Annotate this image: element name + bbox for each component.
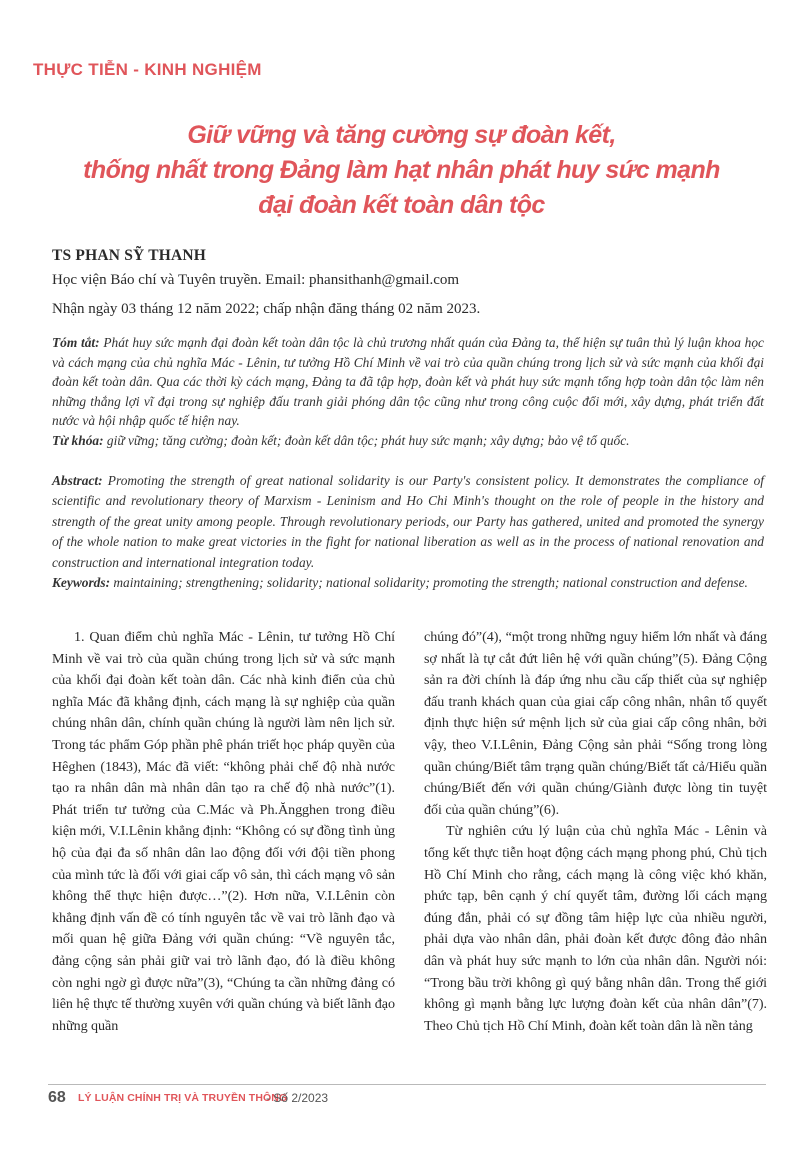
keywords-en-paragraph [52,573,764,593]
body-column-right [424,627,767,1037]
journal-name: LÝ LUẬN CHÍNH TRỊ VÀ TRUYỀN THÔNG [78,1092,288,1104]
abstract-english [52,471,764,593]
abstract-vietnamese [52,333,764,451]
issue-number: - Số 2/2023 [266,1091,329,1105]
title-line-2: thống nhất trong Đảng làm hạt nhân phát huy sức mạnh [83,156,720,184]
abstract-en-label: Abstract: [52,473,103,488]
article-title [60,118,743,223]
body-paragraph: 1. Quan điểm chủ nghĩa Mác - Lênin, tư tưởng Hồ Chí Minh về vai trò của quần chúng trong lịch sử và sức mạnh của khối đại đoàn kết toàn dân. Các nhà kinh điển của chủ nghĩa Mác đã khẳng định, cách mạng là sự nghiệp của quần chúng nhân dân, chính quần chúng là người làm nên lịch sử. Trong tác phẩm Góp phần phê phán triết học pháp quyền của Hêghen (1843), Mác đã viết: “không phải chế độ nhà nước tạo ra nhân dân mà nhân dân tạo ra chế độ nhà nước”(1). Phát triển tư tưởng của C.Mác và Ph.Ăngghen trong điều kiện mới, V.I.Lênin khẳng định: “Không có sự đồng tình ủng hộ của đại đa số nhân dân lao động đối với đội tiền phong của mình tức là đối với giai cấp vô sản, thì cách mạng vô sản không thể thực hiện được…”(2). Hơn nữa, V.I.Lênin còn khẳng định vấn đề có tính nguyên tắc về vai trò lãnh đạo và mối quan hệ giữa Đảng với quần chúng: “Về nguyên tắc, đảng cộng sản phải giữ vai trò lãnh đạo, đó là điều không còn nghi ngờ gì được nữa”(3), “Chúng ta cần những đảng có liên hệ thực tế thường xuyên với quần chúng và biết lãnh đạo những quần [52,629,395,1034]
title-line-1: Giữ vững và tăng cường sự đoàn kết, [187,121,616,149]
body-paragraph: chúng đó”(4), “một trong những nguy hiểm lớn nhất và đáng sợ nhất là tự cắt đứt liên hệ với quần chúng”(5). Đảng Cộng sản ra đời chính là đáp ứng nhu cầu cấp thiết của sự nghiệp đấu tranh khách quan của giai cấp công nhân, nhân tố quyết định thực hiện sứ mệnh lịch sử của giai cấp công nhân, bởi vậy, theo V.I.Lênin, Đảng Cộng sản phải “Sống trong lòng quần chúng/Biết tâm trạng quần chúng/Biết tất cả/Hiểu quần chúng/Biết đến với quần chúng/Giành được lòng tin tuyệt đối của quần chúng”(6). [424,629,767,818]
section-label: THỰC TIỄN - KINH NGHIỆM [33,60,262,79]
author-affiliation: Học viện Báo chí và Tuyên truyền. Email: phansithanh@gmail.com [52,272,460,288]
title-line-3: đại đoàn kết toàn dân tộc [258,191,545,219]
abstract-en-paragraph [52,471,764,573]
keywords-vi-paragraph [52,431,764,451]
abstract-vi-text: Phát huy sức mạnh đại đoàn kết toàn dân tộc là chủ trương nhất quán của Đảng ta, thể hiện sự tuân thủ lý luận khoa học và cách mạng của chủ nghĩa Mác - Lênin, tư tưởng Hồ Chí Minh về vai trò của quần chúng trong lịch sử và sức mạnh của khối đại đoàn kết toàn dân. Qua các thời kỳ cách mạng, Đảng ta đã tập hợp, đoàn kết và phát huy sức mạnh tổng hợp toàn dân tộc làm nên những thắng lợi vĩ đại trong sự nghiệp đấu tranh giải phóng dân tộc cũng như trong công cuộc đổi mới, xây dựng, phát triển đất nước và hội nhập quốc tế hiện nay. [52,335,764,429]
keywords-vi-text: giữ vững; tăng cường; đoàn kết; đoàn kết dân tộc; phát huy sức mạnh; xây dựng; bảo vệ tổ quốc. [106,432,630,448]
abstract-en-text: Promoting the strength of great national solidarity is our Party's consistent policy. It demonstrates the compliance of scientific and revolutionary theory of Marxism - Leninism and Ho Chi Minh's thought on the role of people in the history and strength of the great unity among people. Through revolutionary periods, our Party has gathered, united and promoted the synergy of the whole nation to make great victories in the fight for national liberation as well as in the process of national renovation and construction and international integration today. [52,473,764,570]
page-footer [48,1084,766,1107]
keywords-en-label: Keywords: [52,575,111,591]
abstract-vi-paragraph [52,333,764,431]
keywords-vi-label: Từ khóa: [52,432,104,448]
body-column-left [52,627,395,1037]
page-number: 68 [48,1089,66,1106]
abstract-vi-label: Tóm tắt: [52,335,100,350]
author-name: TS PHAN SỸ THANH [52,247,207,264]
keywords-en-text: maintaining; strengthening; solidarity; national solidarity; promoting the strength; national construction and defense. [113,575,748,591]
received-date: Nhận ngày 03 tháng 12 năm 2022; chấp nhận đăng tháng 02 năm 2023. [52,301,481,317]
body-paragraph: Từ nghiên cứu lý luận của chủ nghĩa Mác - Lênin và tổng kết thực tiễn hoạt động cách mạng phong phú, Chủ tịch Hồ Chí Minh cho rằng, cách mạng là công việc khó khăn, phức tạp, bên cạnh ý chí quyết tâm, đường lối cách mạng đúng đắn, phải có sự đồng tâm hiệp lực của nhiều người, phải dựa vào nhân dân, phải đoàn kết được đông đảo nhân dân và phát huy sức mạnh to lớn của nhân dân. Người nói: “Trong bầu trời không gì quý bằng nhân dân. Trong thế giới không gì mạnh bằng lực lượng đoàn kết của nhân dân”(7). Theo Chủ tịch Hồ Chí Minh, đoàn kết toàn dân là nền tảng [424,823,767,1034]
